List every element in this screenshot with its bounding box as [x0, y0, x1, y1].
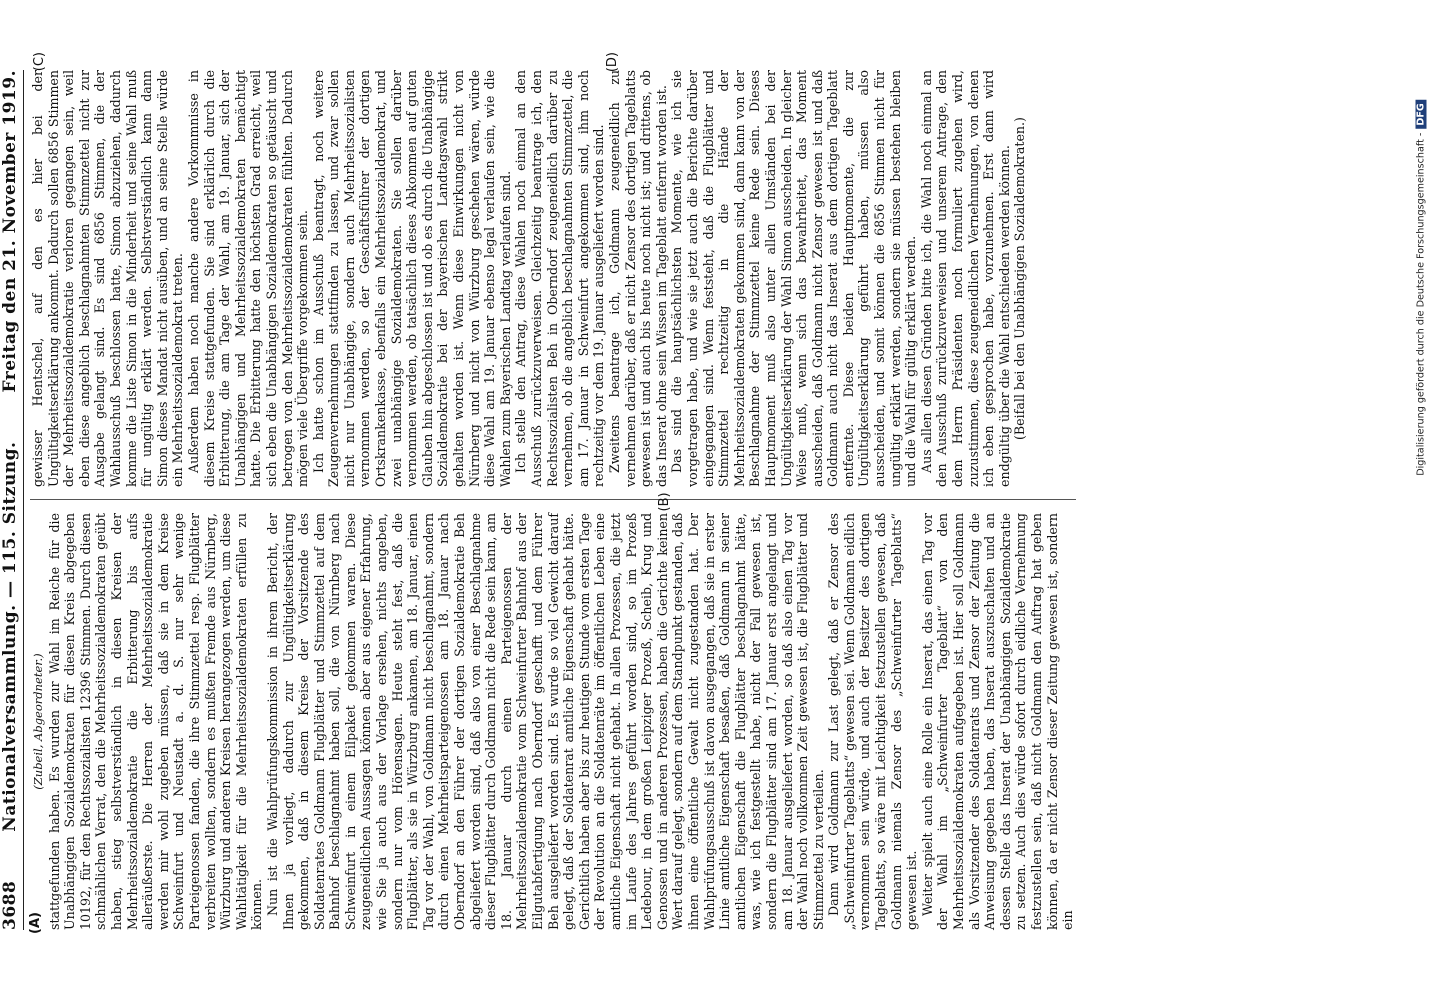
right-column: [30, 70, 1076, 487]
paragraph: Nun ist die Wahlprüfungskommission in ihrem Bericht, der Ihnen ja vorliegt, dadurch zur Ungültigkeitserklärung gekommen, daß in diesem Kreise der Vorsitzende des Soldatenrates Goldmann Flugblätter und Stimmzettel auf dem Bahnhof beschlagnahmt haben soll, die von Nürnberg nach Schweinfurt in einem Eilpaket gekommen waren. Diese zeugeneidlichen Aussagen können aber aus eigener Erfahrung, wie Sie ja auch aus der Vorlage ersehen, nichts angeben, sondern nur vom Hörensagen. Heute steht fest, daß die Flugblätter, als sie in Würzburg ankamen, am 18. Januar, einen Tag vor der Wahl, von Goldmann nicht beschlagnahmt, sondern durch einen Mehrheitsparteigenossen am 18. Januar nach Oberndorf an den Führer der dortigen Sozialdemokratie Beh abgeliefert worden sind, daß also von einer Beschlagnahme dieser Flugblätter durch Goldmann nicht die Rede sein kann, am 18. Januar durch einen Parteigenossen der Mehrheitssozialdemokratie vom Schweinfurter Bahnhof aus der Eilgutabfertigung nach Oberndorf geschafft und dem Führer Beh ausgeliefert worden sind. Es wurde so viel Gewicht darauf gelegt, daß der Soldatenrat amtliche Eigenschaft gehabt hätte. Gerichtlich haben aber bis zur heutigen Stunde vom ersten Tage der Revolution an die Soldatenräte im öffentlichen Leben eine amtliche Eigenschaft nicht gehabt. In allen Prozessen, die jetzt im Laufe des Jahres geführt worden sind, so im Prozeß Ledebour, in dem großen Leipziger Prozeß, Scheib, Krug und Genossen und in anderen Prozessen, haben die Gerichte keinen Wert darauf gelegt, sondern auf dem Standpunkt gestanden, daß ihnen eine öffentliche Gewalt nicht zugestanden hat. Der Wahlprüfungsausschuß ist davon ausgegangen, daß sie in erster Linie amtliche Eigenschaft besaßen, daß Goldmann in seiner amtlichen Eigenschaft die Flugblätter beschlagnahmt hätte, was, wie ich festgestellt habe, nicht der Fall gewesen ist, sondern die Flugblätter sind am 17. Januar erst angelangt und am 18. Januar ausgeliefert worden, so daß also einen Tag vor der Wahl noch vollkommen Zeit gewesen ist, die Flugblätter und Stimmzettel zu verteilen.: [264, 513, 826, 930]
paragraph: Dann wird Goldmann zur Last gelegt, daß er Zensor des „Schweinfurter Tageblatts“ gewesen sei. Wenn Goldmann eidlich vernommen sein würde, und auch der Besitzer des dortigen Tageblatts, so wäre mit Leichtigkeit festzustellen gewesen, daß Goldmann niemals Zensor des „Schweinfurter Tageblatts“ gewesen ist.: [826, 513, 920, 930]
applause-note: (Beifall bei den Unabhängigen Sozialdemokraten.): [1012, 117, 1028, 440]
text-columns: [28, 52, 1076, 934]
paragraph: Ich stelle den Antrag, diese Wahlen noch einmal an den Ausschuß zurückzuverweisen. Gleichzeitig beantrage ich, den Rechtssozialisten Beh in Oberndorf zeugeneidlich darüber zu vernehmen, ob die angeblich beschlagnahmten Stimmzettel, die am 17. Januar in Schweinfurt angekommen sind, ihm noch rechtzeitig vor dem 19. Januar ausgeliefert worden sind.: [513, 70, 607, 487]
paragraph: stattgefunden haben. Es wurden zur Wahl im Reiche für die Unabhängigen Sozialdemokraten für diesen Kreis abgegeben 10192, für den Rechtssozialisten 12396 Stimmen. Durch diesen schmählichen Verrat, den die Mehrheitssozialdemokraten geübt haben, stieg selbstverständlich in diesen Kreisen der Mehrheitssozialdemokratie die Erbitterung bis aufs alleräußerste. Die Herren der Mehrheitssozialdemokratie werden mir wohl zugeben müssen, daß sie in dem Kreise Schweinfurt und Neustadt a. d. S. nur sehr wenige Parteigenossen fanden, die ihre Stimmzettel resp. Flugblätter verbreiten wollten, sondern es mußten Fremde aus Nürnberg, Würzburg und anderen Kreisen herangezogen werden, um diese Wahltätigkeit für die Mehrheitssozialdemokraten erfüllen zu können.: [46, 513, 265, 930]
margin-mark-c: (C): [32, 52, 47, 72]
paragraph: Aus allen diesen Gründen bitte ich, die Wahl noch einmal an den Ausschuß zurückzuverweisen und unserem Antrage, den dem Herrn Präsidenten noch formuliert zugehen wird, zuzustimmen, diese zeugeneidlichen Vernehmungen, von denen ich eben gesprochen habe, vorzunehmen. Erst dann wird endgültig über die Wahl entschieden werden können.: [918, 70, 1012, 487]
page-number: 3688: [0, 880, 20, 930]
paragraph: Außerdem haben noch manche andere Vorkommnisse in diesem Kreise stattgefunden. Sie sind erklärlich durch die Erbitterung, die am Tage der Wahl, am 19. Januar, sich der Unabhängigen und Mehrheitssozialdemokraten bemächtigt hatte. Die Erbitterung hatte den höchsten Grad erreicht, weil sich eben die Unabhängigen Sozialdemokraten so getäuscht und betrogen von den Mehrheitssozialdemokraten fühlten. Dadurch mögen viele Übergriffe vorgekommen sein.: [185, 70, 311, 487]
speaker-label: (Zubeil, Abgeordneter.): [31, 653, 45, 790]
paragraph: Weiter spielt auch eine Rolle ein Inserat, das einen Tag vor der Wahl im „Schweinfurter Tageblatt“ von den Mehrheitssozialdemokraten aufgegeben ist. Hier soll Goldmann als Vorsitzender des Soldatenrats und Zensor der Zeitung die Anweisung gegeben haben, das Inserat auszuschalten und an dessen Stelle das Inserat der Unabhängigen Sozialdemokratie zu setzen. Auch dies würde sofort durch eidliche Vernehmung festzustellen sein, daß nicht Goldmann den Auftrag hat geben können, da er nicht Zensor dieser Zeitung gewesen ist, sondern ein: [919, 513, 1076, 930]
session-title: Nationalversammlung. — 115. Sitzung.: [0, 441, 20, 832]
paragraph: Zweitens beantrage ich, Goldmann zeugeneidlich zu vernehmen darüber, daß er nicht Zensor des dortigen Tageblatts gewesen ist und auch bis heute noch nicht ist; und drittens, ob das Inserat ohne sein Wissen im Tageblatt entfernt worden ist.: [606, 70, 669, 487]
left-column: [30, 513, 1076, 930]
dfg-logo: DFG: [1416, 100, 1427, 128]
credit-text: Digitalisierung gefördert durch die Deutsche Forschungsgemeinschaft -: [1415, 132, 1427, 476]
paragraph: Ich hatte schon im Ausschuß beantragt, noch weitere Zeugenvernehmungen stattfinden zu lassen, und zwar sollen nicht nur Unabhängige, sondern auch Mehrheitssozialisten vernommen werden, so der Geschäftsführer der dortigen Ortskrankenkasse, ebenfalls ein Mehrheitssozialdemokrat, und zwei unabhängige Sozialdemokraten. Sie sollen darüber vernommen werden, ob tatsächlich dieses Abkommen auf guten Glauben hin abgeschlossen ist und ob es durch die Unabhängige Sozialdemokratie bei der bayerischen Landtagswahl strikt gehalten worden ist. Wenn diese Einwirkungen nicht von Nürnberg und nicht von Würzburg geschehen wären, würde diese Wahl am 19. Januar ebenso legal verlaufen sein, wie die Wahlen zum Bayerischen Landtag verlaufen sind.: [310, 70, 513, 487]
paragraph: Das sind die hauptsächlichsten Momente, wie ich sie vorgetragen habe, und wie sie jetzt auch die Berichte darüber eingegangen sind. Wenn feststeht, daß die Flugblätter und Stimmzettel rechtzeitig in die Hände der Mehrheitssozialdemokraten gekommen sind, dann kann von der Beschlagnahme der Stimmzettel keine Rede sein. Dieses Hauptmoment muß also unter allen Umständen bei der Ungültigkeitserklärung der Wahl Simon ausscheiden. In gleicher Weise muß, wenn sich das bewahrheitet, das Moment ausscheiden, daß Goldmann nicht Zensor gewesen ist und daß Goldmann auch nicht das Inserat aus dem dortigen Tageblatt entfernte. Diese beiden Hauptmomente, die zur Ungültigkeitserklärung geführt haben, müssen also ausscheiden, und somit können die 6856 Stimmen nicht für ungültig erklärt werden, sondern sie müssen bestehen bleiben und die Wahl für gültig erklärt werden.: [669, 70, 919, 487]
margin-mark-b: (B): [657, 492, 673, 512]
document-page: [0, 50, 1310, 950]
paragraph: gewisser Hentschel, auf den es hier bei der Ungültigkeitserklärung ankommt. Dadurch sollen 6856 Stimmen der Mehrheitssozialdemokratie verloren gegangen sein, weil eben diese angeblich beschlagnahmten Stimmzettel nicht zur Ausgabe gelangt sind. Es sind 6856 Stimmen, die der Wahlausschuß beschlossen hatte, Simon abzuziehen, dadurch komme die Liste Simon in die Minderheit und seine Wahl muß für ungültig erklärt werden. Selbstverständlich kann dann Simon dieses Mandat nicht ausüben, und an seine Stelle würde ein Mehrheitssozialdemokrat treten.: [30, 70, 186, 487]
session-date: Freitag den 21. November 1919.: [0, 70, 20, 393]
page-header: [0, 70, 24, 930]
margin-mark-a: (A): [28, 912, 43, 934]
margin-mark-d: (D): [605, 52, 621, 73]
digitization-credit: [1408, 8, 1434, 568]
